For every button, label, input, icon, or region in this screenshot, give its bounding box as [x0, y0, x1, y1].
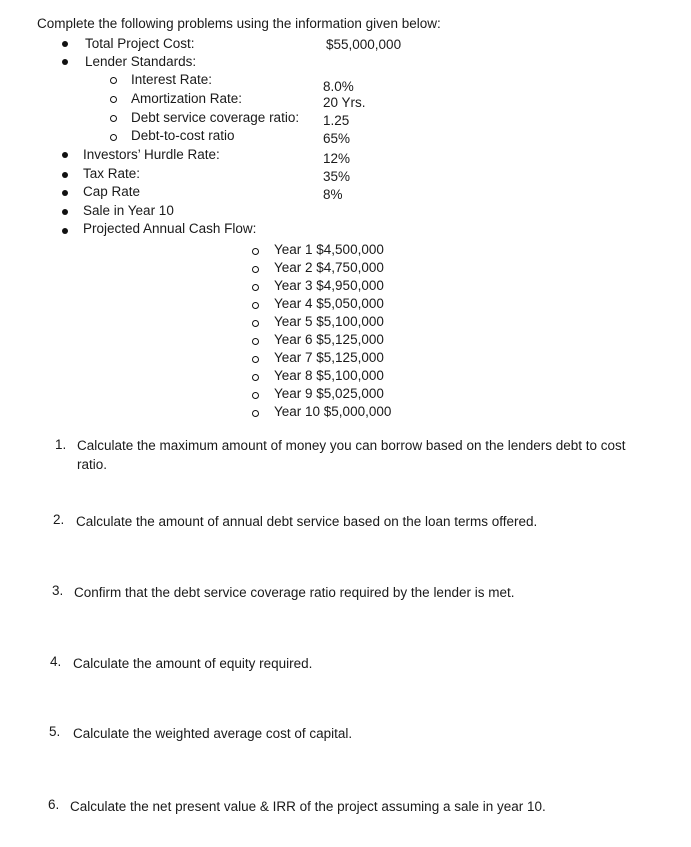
sub-bullet-circle	[252, 266, 259, 273]
amortization-value: 20 Yrs.	[323, 95, 366, 110]
question-1	[77, 436, 647, 474]
sub-bullet-circle	[110, 77, 117, 84]
sub-bullet-circle	[252, 410, 259, 417]
hurdle-value: 12%	[323, 151, 351, 166]
sub-bullet-circle	[252, 248, 259, 255]
cashflow-year-8: Year 8 $5,100,000	[274, 368, 384, 383]
dscr-value: 1.25	[323, 113, 350, 128]
question-1-line-1: Calculate the maximum amount of money you can borrow based on the lenders debt to cost	[77, 438, 626, 453]
sub-bullet-circle	[252, 302, 259, 309]
lender-label: Lender Standards:	[85, 54, 197, 69]
question-4-number: 4.	[50, 654, 62, 669]
cashflow-year-6: Year 6 $5,125,000	[274, 332, 384, 347]
sub-bullet-circle	[252, 284, 259, 291]
tax-value: 35%	[323, 169, 351, 184]
bullet-dot	[62, 209, 68, 215]
cashflow-year-7: Year 7 $5,125,000	[274, 350, 384, 365]
cashflow-year-9: Year 9 $5,025,000	[274, 386, 384, 401]
bullet-dot	[62, 190, 68, 196]
dscr-label: Debt service coverage ratio:	[131, 110, 300, 125]
question-6-number: 6.	[48, 797, 60, 812]
sub-bullet-circle	[110, 96, 117, 103]
debt-to-cost-value: 65%	[323, 131, 351, 146]
bullet-dot	[62, 41, 68, 47]
question-3: Confirm that the debt service coverage ratio required by the lender is met.	[74, 585, 515, 600]
amortization-label: Amortization Rate:	[131, 91, 243, 106]
bullet-dot	[62, 59, 68, 65]
question-1-line-2: ratio.	[77, 457, 108, 472]
cap-value: 8%	[323, 187, 343, 202]
cashflow-year-1: Year 1 $4,500,000	[274, 242, 384, 257]
question-3-number: 3.	[52, 583, 64, 598]
sub-bullet-circle	[252, 338, 259, 345]
cap-label: Cap Rate	[83, 184, 141, 199]
cashflow-year-2: Year 2 $4,750,000	[274, 260, 384, 275]
cashflow-year-3: Year 3 $4,950,000	[274, 278, 384, 293]
question-2: Calculate the amount of annual debt service based on the loan terms offered.	[76, 514, 538, 529]
total-cost-label: Total Project Cost:	[85, 36, 195, 51]
hurdle-label: Investors’ Hurdle Rate:	[83, 147, 220, 162]
question-6: Calculate the net present value & IRR of the project assuming a sale in year 10.	[70, 799, 546, 814]
cashflow-year-10: Year 10 $5,000,000	[274, 404, 392, 419]
interest-rate-value: 8.0%	[323, 79, 354, 94]
bullet-dot	[62, 228, 68, 234]
question-2-number: 2.	[53, 512, 65, 527]
question-1-number: 1.	[55, 437, 67, 452]
sub-bullet-circle	[252, 356, 259, 363]
intro-text: Complete the following problems using the information given below:	[37, 16, 441, 31]
cashflow-year-5: Year 5 $5,100,000	[274, 314, 384, 329]
question-4: Calculate the amount of equity required.	[73, 656, 313, 671]
interest-rate-label: Interest Rate:	[131, 72, 213, 87]
total-cost-value: $55,000,000	[326, 37, 402, 52]
sub-bullet-circle	[252, 392, 259, 399]
cashflow-label: Projected Annual Cash Flow:	[83, 221, 257, 236]
bullet-dot	[62, 152, 68, 158]
question-5-number: 5.	[49, 724, 61, 739]
sub-bullet-circle	[110, 115, 117, 122]
sub-bullet-circle	[110, 134, 117, 141]
question-5: Calculate the weighted average cost of capital.	[73, 726, 353, 741]
sub-bullet-circle	[252, 374, 259, 381]
debt-to-cost-label: Debt-to-cost ratio	[131, 128, 235, 143]
sale-label: Sale in Year 10	[83, 203, 174, 218]
cashflow-year-4: Year 4 $5,050,000	[274, 296, 384, 311]
tax-label: Tax Rate:	[83, 166, 141, 181]
sub-bullet-circle	[252, 320, 259, 327]
bullet-dot	[62, 172, 68, 178]
